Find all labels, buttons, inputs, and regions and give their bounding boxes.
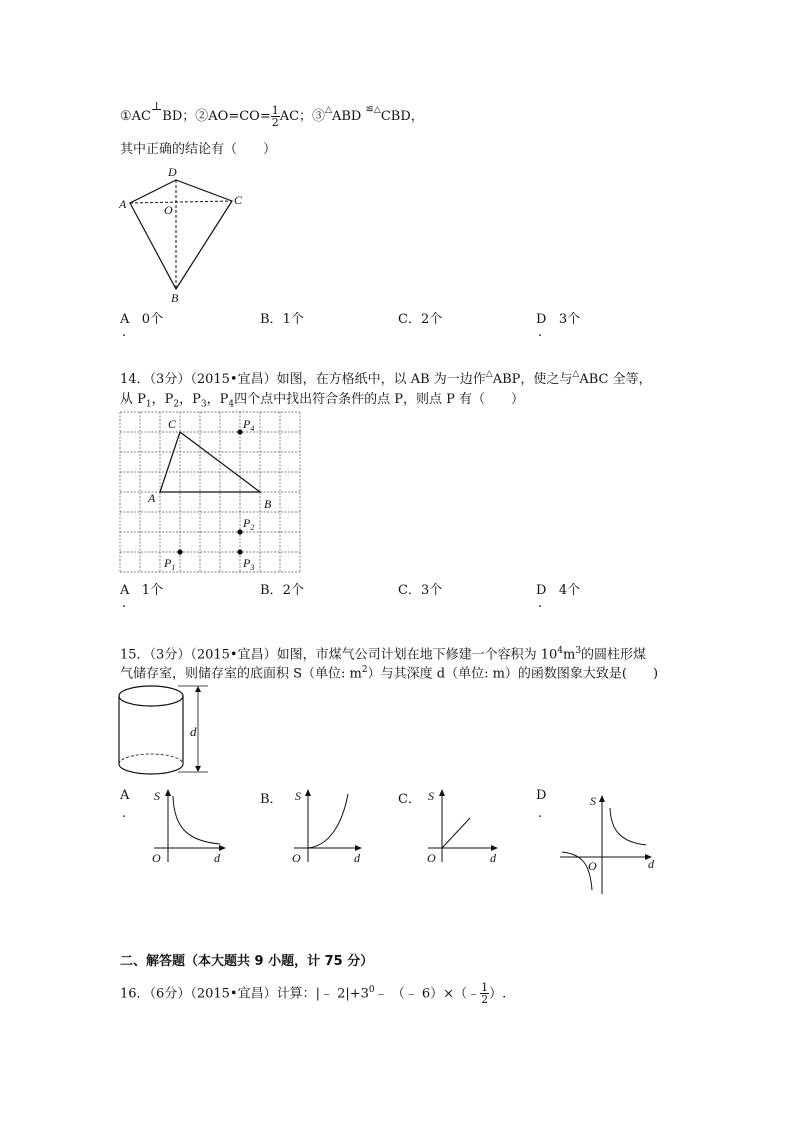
point-p1 xyxy=(177,549,182,554)
kite-label-a: A xyxy=(119,197,127,211)
kite-label-b: B xyxy=(171,291,179,305)
q15-option-d[interactable]: D xyxy=(536,788,547,803)
graph-a-o: O xyxy=(152,851,161,865)
graph-a-d: d xyxy=(214,851,220,865)
graph-c-s: S xyxy=(428,789,434,803)
q13-conditions xyxy=(120,99,424,129)
graph-b-d: d xyxy=(354,851,360,865)
q13-option-c[interactable]: C．2个 xyxy=(398,312,443,327)
graph-c xyxy=(424,786,534,866)
grid-label-p3: $P_3$ xyxy=(243,556,255,572)
triangle-cbd: CBD， xyxy=(380,109,424,124)
q15-option-a[interactable]: A xyxy=(120,788,130,803)
q14-option-b[interactable]: B．2个 xyxy=(260,583,304,598)
graph-b-s: S xyxy=(295,789,301,803)
perp-symbol: ⊥ xyxy=(151,99,163,113)
cond1-suffix: BD；②AO=CO= xyxy=(162,109,271,124)
q13-option-d-dot: . xyxy=(538,325,543,340)
q13-option-a-dot: . xyxy=(122,325,127,340)
graph-b-o: O xyxy=(292,851,301,865)
q15-line2: 气储存室，则储存室的底面积 S（单位: $m^2$）与其深度 d（单位: m）的函数图象大致是( ) xyxy=(120,665,659,682)
graph-b xyxy=(286,786,396,866)
q13-option-b[interactable]: B．1个 xyxy=(260,312,304,327)
q16-text: 16．（6分）（2015•宜昌）计算：|﹣ $2|+3^0﹣$ （﹣ 6）×（﹣ $\frac{1}{2}$ ）. xyxy=(120,981,507,1007)
grid-label-p2: $P_2$ xyxy=(243,516,255,532)
q14-line1: 14．（3分）（2015•宜昌）如图，在方格纸中，以 AB 为一边作△ABP，使之与△ABC 全等， xyxy=(120,369,652,387)
congruent-symbol: ≌ xyxy=(365,104,374,115)
cond1-prefix: ①AC xyxy=(120,109,151,124)
q14-option-a[interactable]: A 1个 xyxy=(120,583,164,598)
q14-option-d-dot: . xyxy=(538,596,543,611)
q13-option-d[interactable]: D 3个 xyxy=(536,312,581,327)
q15-line1: 15．（3分）（2015•宜昌）如图，市煤气公司计划在地下修建一个容积为 $10^4m^3$的圆柱形煤 xyxy=(120,646,647,663)
grid-label-p4: $P_4$ xyxy=(243,417,255,433)
point-p4 xyxy=(237,429,242,434)
kite-figure xyxy=(116,164,256,304)
graph-a-s: S xyxy=(154,789,160,803)
triangle-abc xyxy=(160,432,260,492)
triangle-symbol: △ xyxy=(325,105,332,115)
kite-label-c: C xyxy=(234,193,243,207)
graph-d-o: O xyxy=(588,859,597,873)
point-p2 xyxy=(237,529,242,534)
grid-label-p1: $P_1$ xyxy=(164,556,176,572)
kite-label-o: O xyxy=(164,203,173,217)
triangle-symbol-2: △ xyxy=(373,105,381,115)
grid-label-b: B xyxy=(264,497,272,511)
q15-option-b[interactable]: B． xyxy=(260,792,283,807)
cylinder-label-d: d xyxy=(190,724,197,739)
section2-title: 二、解答题（本大题共 9 小题，计 75 分） xyxy=(120,954,374,969)
half-fraction: $\frac{1}{2}$ xyxy=(271,104,279,129)
q15-option-d-dot: . xyxy=(538,806,543,821)
triangle-abd: ABD xyxy=(331,109,362,124)
q15-option-c[interactable]: C． xyxy=(398,792,421,807)
grid-figure xyxy=(116,410,306,575)
graph-d-s: S xyxy=(590,794,596,808)
graph-c-o: O xyxy=(427,851,436,865)
point-p3 xyxy=(237,549,242,554)
triangle-symbol-abp: △ xyxy=(485,369,493,379)
triangle-symbol-abc: △ xyxy=(572,369,580,379)
cond2-suffix: AC；③ xyxy=(279,109,326,124)
q13-option-a[interactable]: A 0个 xyxy=(120,312,164,327)
grid-label-c: C xyxy=(168,417,177,431)
q14-option-d[interactable]: D 4个 xyxy=(536,583,581,598)
kite-label-d: D xyxy=(168,165,177,179)
q14-line2: 从 $P_1$，$P_2$，$P_3$，$P_4$四个点中找出符合条件的点 P，则点 P 有（ ） xyxy=(120,392,524,410)
graph-a xyxy=(146,786,256,866)
q13-question: 其中正确的结论有（ ） xyxy=(120,142,277,157)
q16-half-fraction: $\frac{1}{2}$ xyxy=(481,981,489,1007)
graph-c-d: d xyxy=(490,851,496,865)
q14-option-a-dot: . xyxy=(122,596,127,611)
grid-label-a: A xyxy=(148,491,156,505)
cylinder-figure xyxy=(116,682,216,782)
graph-d-d: d xyxy=(648,857,654,871)
q15-option-a-dot: . xyxy=(122,806,127,821)
q14-option-c[interactable]: C．3个 xyxy=(398,583,443,598)
graph-d xyxy=(558,790,668,900)
